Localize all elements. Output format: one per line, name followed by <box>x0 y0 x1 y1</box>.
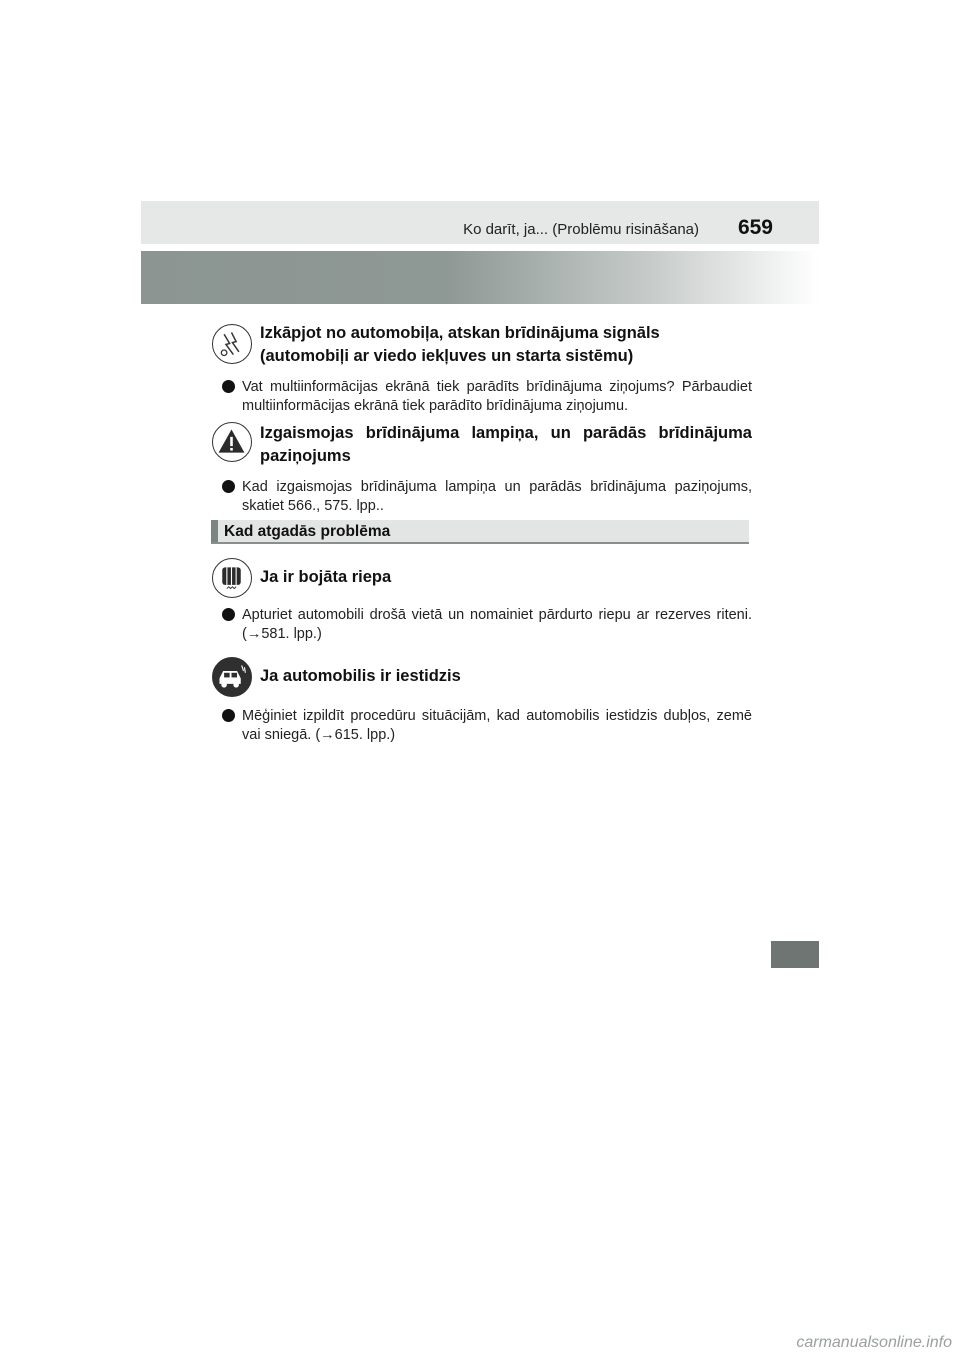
bullet-icon <box>222 380 235 393</box>
section-key-warning <box>212 322 752 416</box>
bullet-icon <box>222 480 235 493</box>
section-heading: Izgaismojas brīdinājuma lampiņa, un parādās brīdinājuma paziņojums <box>260 424 752 465</box>
subsection-header <box>211 520 749 544</box>
section-warning-light <box>212 422 752 516</box>
chapter-tab <box>771 941 819 968</box>
problem-flat-tire <box>212 558 752 644</box>
watermark: carmanualsonline.info <box>796 1334 952 1351</box>
bullet-icon <box>222 608 235 621</box>
problem-stuck-car <box>212 657 752 745</box>
problem-heading: Ja ir bojāta riepa <box>260 568 392 586</box>
warning-triangle-icon <box>212 422 252 462</box>
page-number: 659 <box>737 216 773 239</box>
key-warning-icon <box>212 324 252 364</box>
list-item: Kad izgaismojas brīdinājuma lampiņa un parādās brīdinājuma paziņojums, skatiet 566., 575. lpp.. <box>242 478 752 516</box>
section-heading: Izkāpjot no automobiļa, atskan brīdinājuma signāls (automobiļi ar viedo iekļuves un starta sistēmu) <box>260 324 660 365</box>
list-item: Mēģiniet izpildīt procedūru situācijām, kad automobilis iestidzis dubļos, zemē vai sniegā. (→615. lpp.) <box>242 707 752 745</box>
page-header <box>141 201 819 244</box>
bullet-icon <box>222 709 235 722</box>
problem-heading: Ja automobilis ir iestidzis <box>260 667 461 685</box>
list-item: Vat multiinformācijas ekrānā tiek parādīts brīdinājuma ziņojums? Pārbaudiet multiinformācijas ekrānā tiek parādīto brīdinājuma ziņojumu. <box>242 378 752 416</box>
subsection-title: Kad atgadās problēma <box>224 523 391 540</box>
flat-tire-icon <box>212 558 252 598</box>
list-item: Apturiet automobili drošā vietā un nomainiet pārdurto riepu ar rezerves riteni. (→581. lpp.) <box>242 606 752 644</box>
section-banner <box>141 251 819 304</box>
stuck-car-icon <box>212 657 252 697</box>
chapter-title: Ko darīt, ja... (Problēmu risināšana) <box>463 221 699 238</box>
